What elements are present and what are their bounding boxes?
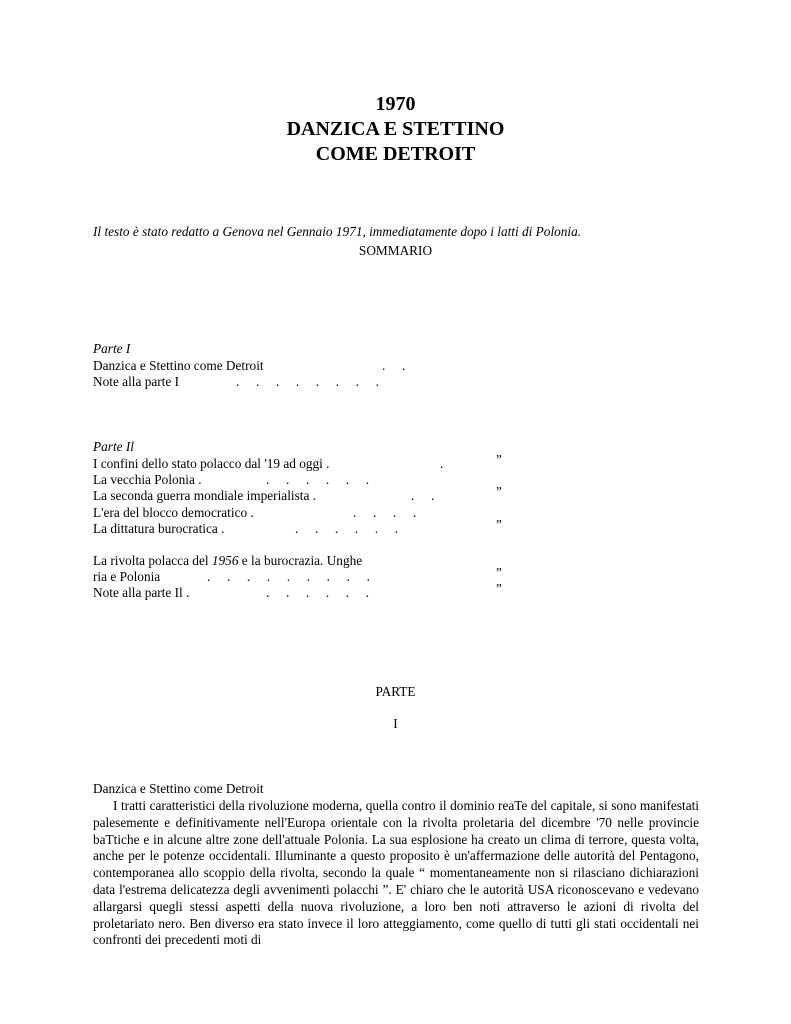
intro-note: Il testo è stato redatto a Genova nel Gennaio 1971, immediatamente dopo i latti di Polonia. [93, 224, 582, 239]
parte-heading: PARTE [375, 684, 416, 699]
toc-dots: . . . . . . [266, 472, 370, 487]
toc-item: Danzica e Stettino come Detroit [93, 358, 264, 373]
sommario-heading: SOMMARIO [358, 243, 433, 258]
toc-text: e la burocrazia. Unghe [238, 553, 363, 568]
toc-dots: . . . . . . [295, 521, 399, 536]
toc-dots: . . . . [353, 505, 417, 520]
toc-part1-heading: Parte I [93, 341, 131, 356]
toc-dots: . . . . . . . . [236, 374, 379, 389]
toc-item: L'era del blocco democratico . [93, 505, 254, 520]
title-line-3: COME DETROIT [315, 143, 476, 165]
toc-item: La vecchia Polonia . [93, 472, 202, 487]
toc-item: ria e Polonia [93, 569, 161, 584]
toc-dots: . . . . . . [266, 585, 370, 600]
title-year: 1970 [375, 93, 416, 115]
toc-dots: . . [411, 488, 435, 503]
title-line-2: DANZICA E STETTINO [286, 118, 505, 140]
toc-dots: . . . . . . . . . [207, 569, 370, 584]
toc-ditto-mark: ” [496, 484, 502, 499]
toc-ditto-mark: ” [496, 581, 502, 596]
toc-part2-heading: Parte Il [93, 439, 134, 454]
body-paragraph: I tratti caratteristici della rivoluzione moderna, quella contro il dominio reaTe del capitale, si sono manifestati palesemente e definitivamente nell'Europa orientale con la rivolta proletaria del dicembre '70 nelle provincie baTtiche e in alcune altre zone dell'attuale Polonia. La sua esplosione ha creato un clima di terrore, questa volta, anche per le potenze occidentali. Illuminante a questo proposito è un'affermazione delle autorità del Pentagono, contemporanea allo scoppio della rivolta, secondo la quale “ momentaneamente non si rilasciano dichiarazioni data l'estrema delicatezza degli avvenimenti polacchi ”. E' chiaro che le autorità USA riconoscevano e vedevano allargarsi quegli stessi aspetti della nuova rivoluzione, a loro ben noti attraverso le azioni di rivolta del proletariato nero. Ben diverso era stato invece il loro atteggiamento, come quello di tutti gli stati occidentali nei confronti dei precedenti moti di [93, 798, 699, 948]
parte-number: I [393, 716, 398, 731]
toc-item: La seconda guerra mondiale imperialista . [93, 488, 317, 503]
toc-text: La rivolta polacca del [93, 553, 212, 568]
section-title: Danzica e Stettino come Detroit [93, 781, 264, 796]
body-text [93, 798, 699, 949]
toc-year: 1956 [211, 553, 239, 568]
toc-dots: . . [382, 358, 406, 373]
toc-item: Note alla parte Il . [93, 585, 190, 600]
toc-item: Note alla parte I [93, 374, 180, 389]
toc-ditto-mark: ” [496, 517, 502, 532]
toc-item: La dittatura burocratica . [93, 521, 225, 536]
toc-ditto-mark: ” [496, 452, 502, 467]
toc-item: I confini dello stato polacco dal '19 ad oggi . [93, 456, 330, 471]
toc-ditto-mark: ” [496, 565, 502, 580]
toc-item-rivolta [93, 553, 362, 570]
toc-dots: . [440, 456, 444, 471]
document-title [0, 92, 791, 167]
